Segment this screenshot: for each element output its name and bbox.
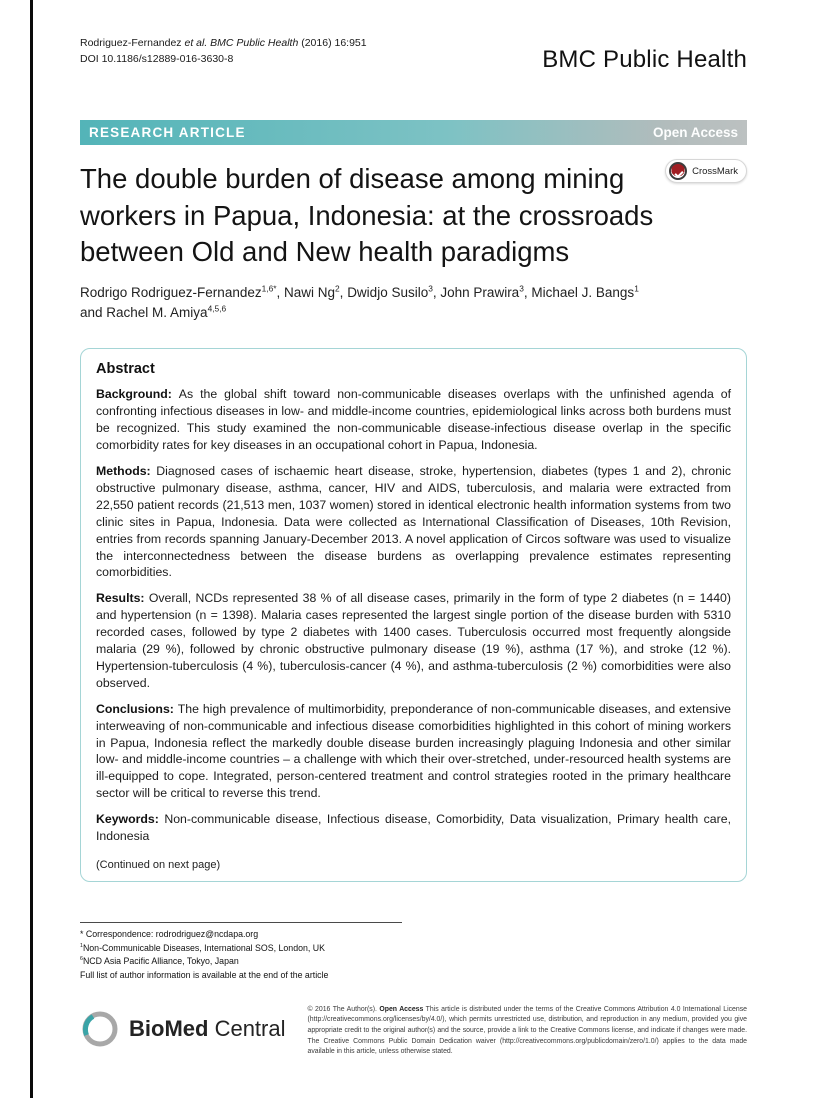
citation-volume: (2016) 16:951 [298, 37, 367, 49]
page-edge-line [30, 0, 33, 1098]
affiliation-line: $^6$NCD Asia Pacific Alliance, Tokyo, Japan [80, 956, 239, 967]
citation-block [80, 36, 367, 68]
correspondence-email: rodrodriguez@ncdapa.org [155, 929, 259, 939]
crossmark-label: CrossMark [692, 165, 738, 177]
author-line-1: Rodrigo Rodriguez-Fernandez$^{1,6*}$, Nawi Ng$^2$, Dwidjo Susilo$^3$, John Prawira$^3$, Michael J. Bangs$^1$ [80, 283, 639, 300]
footnote-divider [80, 922, 402, 923]
abstract-section: Background: As the global shift toward non-communicable diseases overlaps with the unfinished agenda of confronting infectious diseases in low- and middle-income countries, epidemiological links across both burdens must be recognized. This study examined the non-communicable disease-infectious disease overlap in the specific comorbidity rates for key diseases in an occupational cohort in Papua, Indonesia. [96, 387, 731, 453]
keywords-text: Non-communicable disease, Infectious disease, Comorbidity, Data visualization, Primary health care, Indonesia [96, 812, 731, 844]
author-line-2: and Rachel M. Amiya$^{4,5,6}$ [80, 303, 227, 321]
footnote-block [80, 922, 747, 983]
author-list [80, 283, 747, 325]
abstract-box [80, 348, 747, 882]
title-row [80, 161, 747, 271]
keywords-line [96, 811, 731, 845]
biomed-central-logo-icon [80, 1009, 120, 1049]
author-info-note: Full list of author information is available at the end of the article [80, 969, 329, 980]
research-article-label: RESEARCH ARTICLE [89, 125, 246, 140]
biomed-central-logo [80, 1009, 286, 1049]
article-type-banner [80, 120, 747, 145]
crossmark-badge[interactable] [665, 159, 747, 183]
correspondence-line [80, 928, 747, 942]
continued-note: (Continued on next page) [96, 859, 221, 871]
article-title: The double burden of disease among mining workers in Papua, Indonesia: at the crossroads between Old and New health paradigms [80, 163, 654, 267]
open-access-label: Open Access [652, 125, 738, 140]
publisher-footer [80, 1005, 747, 1059]
doi-line: DOI 10.1186/s12889-016-3630-8 [80, 52, 234, 65]
correspondence-label: * Correspondence: [80, 929, 156, 939]
affiliation-lines [80, 942, 747, 969]
abstract-section: Methods: Diagnosed cases of ischaemic heart disease, stroke, hypertension, diabetes (types 1 and 2), chronic obstructive pulmonary disease, asthma, cancer, HIV and AIDS, tuberculosis, and malaria were extracted from 22,550 patient records (21,513 men, 1037 women) stored in identical electronic health information systems from two clinic sites in Papua, Indonesia. Data were collected as International Classification of Diseases, 10th Revision, entries from records spanning January-December 2013. A novel application of Circos software was used to visualize the interconnectedness between the disease burdens as overlapping prevalence estimates representing comorbidities. [96, 463, 731, 580]
license-text: © 2016 The Author(s). Open Access This article is distributed under the terms of the Creative Commons Attribution 4.0 International License (http://creativecommons.org/licenses/by/4.0/), which permits unrestricted use, distribution, and reproduction in any medium, provided you give appropriate credit to the original author(s) and the source, provide a link to the Creative Commons license, and indicate if changes were made. The Creative Commons Public Domain Dedication waiver (http://creativecommons.org/publicdomain/zero/1.0/) applies to the data made available in this article, unless otherwise stated. [307, 1005, 747, 1056]
keywords-label: Keywords: [96, 812, 159, 827]
abstract-sections [96, 386, 731, 802]
abstract-section: Results: Overall, NCDs represented 38 % of all disease cases, primarily in the form of type 2 diabetes (n = 1440) and hypertension (n = 1398). Malaria cases represented the largest single portion of the disease burden with 5310 recorded cases, followed by type 2 diabetes with 1400 cases. Tuberculosis occurred most frequently alongside malaria (29 %), followed by chronic obstructive pulmonary disease (19 %), asthma (17 %), and stroke (12 %). Hypertension-tuberculosis (4 %), tuberculosis-cancer (4 %), and asthma-tuberculosis (2 %) comorbidities were also observed. [96, 591, 731, 690]
biomed-central-logo-text: BioMed Central [129, 1015, 286, 1041]
page-header [80, 36, 747, 74]
abstract-heading: Abstract [96, 361, 155, 378]
abstract-section: Conclusions: The high prevalence of multimorbidity, preponderance of non-communicable diseases, and extensive interweaving of non-communicable and infectious disease comorbidities highlighted in this cohort of mining workers in Papua, Indonesia reflect the markedly double disease burden increasingly plaguing Indonesia and other similar low- and middle-income countries – a challenge with which their over-stretched, under-resourced health systems are ill-equipped to cope. Integrated, person-centered treatment and control strategies rooted in the primary healthcare sector will be critical to reverse this trend. [96, 701, 731, 801]
citation-line [80, 36, 367, 52]
crossmark-icon [669, 162, 687, 180]
citation-authors: Rodriguez-Fernandez [80, 37, 185, 49]
citation-journal: et al. BMC Public Health [184, 37, 299, 49]
affiliation-line: $^1$Non-Communicable Diseases, International SOS, London, UK [80, 942, 325, 953]
journal-name: BMC Public Health [542, 46, 747, 73]
